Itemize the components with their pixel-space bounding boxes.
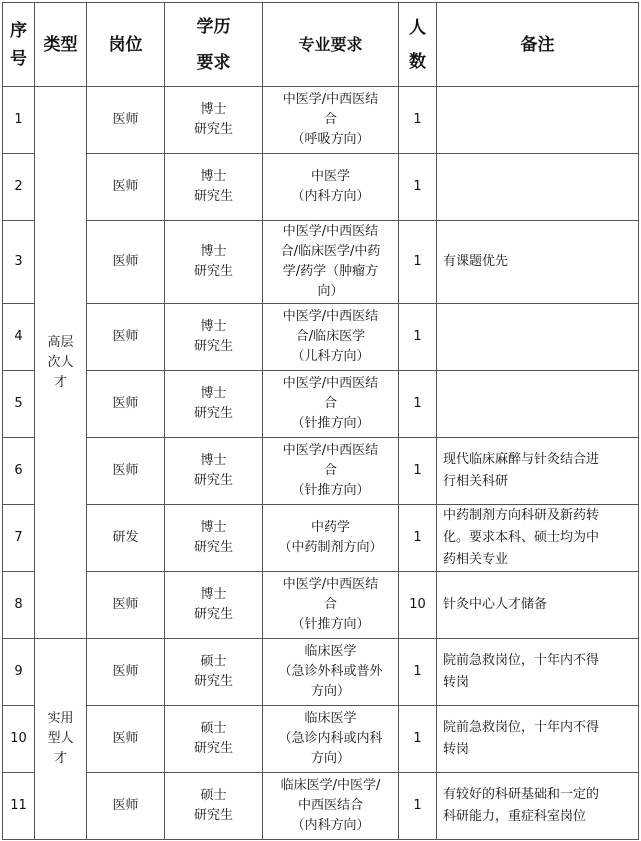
row-education: 博士 研究生 bbox=[165, 572, 263, 639]
row-count: 1 bbox=[399, 706, 437, 773]
row-index: 7 bbox=[3, 505, 35, 572]
row-count: 1 bbox=[399, 438, 437, 505]
row-index: 1 bbox=[3, 87, 35, 154]
table-row bbox=[3, 572, 639, 639]
row-count: 1 bbox=[399, 639, 437, 706]
row-education: 博士 研究生 bbox=[165, 438, 263, 505]
table-row bbox=[3, 87, 639, 154]
row-index: 3 bbox=[3, 221, 35, 304]
row-index: 2 bbox=[3, 154, 35, 221]
row-notes: 有课题优先 bbox=[437, 221, 639, 304]
row-count: 1 bbox=[399, 304, 437, 371]
row-major: 中医学/中西医结 合/临床医学 （儿科方向） bbox=[263, 304, 399, 371]
row-count: 1 bbox=[399, 154, 437, 221]
row-notes bbox=[437, 304, 639, 371]
row-post: 医师 bbox=[87, 304, 165, 371]
row-post: 医师 bbox=[87, 87, 165, 154]
row-major: 中医学/中西医结 合 （呼吸方向） bbox=[263, 87, 399, 154]
header-index: 序 号 bbox=[3, 3, 35, 87]
row-index: 5 bbox=[3, 371, 35, 438]
row-notes: 院前急救岗位，十年内不得 转岗 bbox=[437, 706, 639, 773]
row-education: 博士 研究生 bbox=[165, 154, 263, 221]
row-notes: 院前急救岗位，十年内不得 转岗 bbox=[437, 639, 639, 706]
row-post: 医师 bbox=[87, 438, 165, 505]
row-notes: 现代临床麻醉与针灸结合进 行相关科研 bbox=[437, 438, 639, 505]
row-count: 1 bbox=[399, 371, 437, 438]
row-count: 10 bbox=[399, 572, 437, 639]
row-notes: 针灸中心人才储备 bbox=[437, 572, 639, 639]
table-row bbox=[3, 221, 639, 304]
table-row bbox=[3, 304, 639, 371]
row-notes bbox=[437, 371, 639, 438]
row-post: 医师 bbox=[87, 639, 165, 706]
row-count: 1 bbox=[399, 505, 437, 572]
row-education: 博士 研究生 bbox=[165, 304, 263, 371]
row-post: 医师 bbox=[87, 706, 165, 773]
row-index: 4 bbox=[3, 304, 35, 371]
table-row bbox=[3, 706, 639, 773]
row-count: 1 bbox=[399, 221, 437, 304]
type-practical-talent: 实用 型人 才 bbox=[35, 639, 87, 840]
row-post: 医师 bbox=[87, 572, 165, 639]
row-notes bbox=[437, 154, 639, 221]
row-post: 研发 bbox=[87, 505, 165, 572]
row-education: 博士 研究生 bbox=[165, 505, 263, 572]
row-index: 8 bbox=[3, 572, 35, 639]
header-count: 人 数 bbox=[399, 3, 437, 87]
header-post: 岗位 bbox=[87, 3, 165, 87]
header-type: 类型 bbox=[35, 3, 87, 87]
row-post: 医师 bbox=[87, 154, 165, 221]
row-education: 硕士 研究生 bbox=[165, 639, 263, 706]
row-major: 中医学/中西医结 合 （针推方向） bbox=[263, 438, 399, 505]
row-post: 医师 bbox=[87, 773, 165, 840]
recruitment-table bbox=[2, 2, 639, 840]
row-education: 硕士 研究生 bbox=[165, 706, 263, 773]
table-row bbox=[3, 505, 639, 572]
row-post: 医师 bbox=[87, 221, 165, 304]
header-education: 学历 要求 bbox=[165, 3, 263, 87]
row-index: 9 bbox=[3, 639, 35, 706]
header-row bbox=[3, 3, 639, 87]
row-notes bbox=[437, 87, 639, 154]
row-major: 中医学/中西医结 合 （针推方向） bbox=[263, 572, 399, 639]
table-row bbox=[3, 773, 639, 840]
row-index: 11 bbox=[3, 773, 35, 840]
row-education: 硕士 研究生 bbox=[165, 773, 263, 840]
row-education: 博士 研究生 bbox=[165, 221, 263, 304]
row-major: 中医学/中西医结 合 （针推方向） bbox=[263, 371, 399, 438]
row-major: 临床医学 （急诊内科或内科 方向） bbox=[263, 706, 399, 773]
table-row bbox=[3, 154, 639, 221]
row-post: 医师 bbox=[87, 371, 165, 438]
header-notes: 备注 bbox=[437, 3, 639, 87]
row-count: 1 bbox=[399, 87, 437, 154]
row-education: 博士 研究生 bbox=[165, 371, 263, 438]
row-major: 中药学 （中药制剂方向） bbox=[263, 505, 399, 572]
row-count: 1 bbox=[399, 773, 437, 840]
row-notes: 有较好的科研基础和一定的 科研能力，重症科室岗位 bbox=[437, 773, 639, 840]
row-notes: 中药制剂方向科研及新药转 化。要求本科、硕士均为中 药相关专业 bbox=[437, 505, 639, 572]
row-index: 10 bbox=[3, 706, 35, 773]
row-major: 临床医学 （急诊外科或普外 方向） bbox=[263, 639, 399, 706]
table-row bbox=[3, 371, 639, 438]
row-major: 临床医学/中医学/ 中西医结合 （内科方向） bbox=[263, 773, 399, 840]
table-row bbox=[3, 639, 639, 706]
row-education: 博士 研究生 bbox=[165, 87, 263, 154]
row-major: 中医学 （内科方向） bbox=[263, 154, 399, 221]
header-major: 专业要求 bbox=[263, 3, 399, 87]
type-high-level-talent: 高层 次人 才 bbox=[35, 87, 87, 639]
table-row bbox=[3, 438, 639, 505]
row-index: 6 bbox=[3, 438, 35, 505]
row-major: 中医学/中西医结 合/临床医学/中药 学/药学（肿瘤方 向） bbox=[263, 221, 399, 304]
